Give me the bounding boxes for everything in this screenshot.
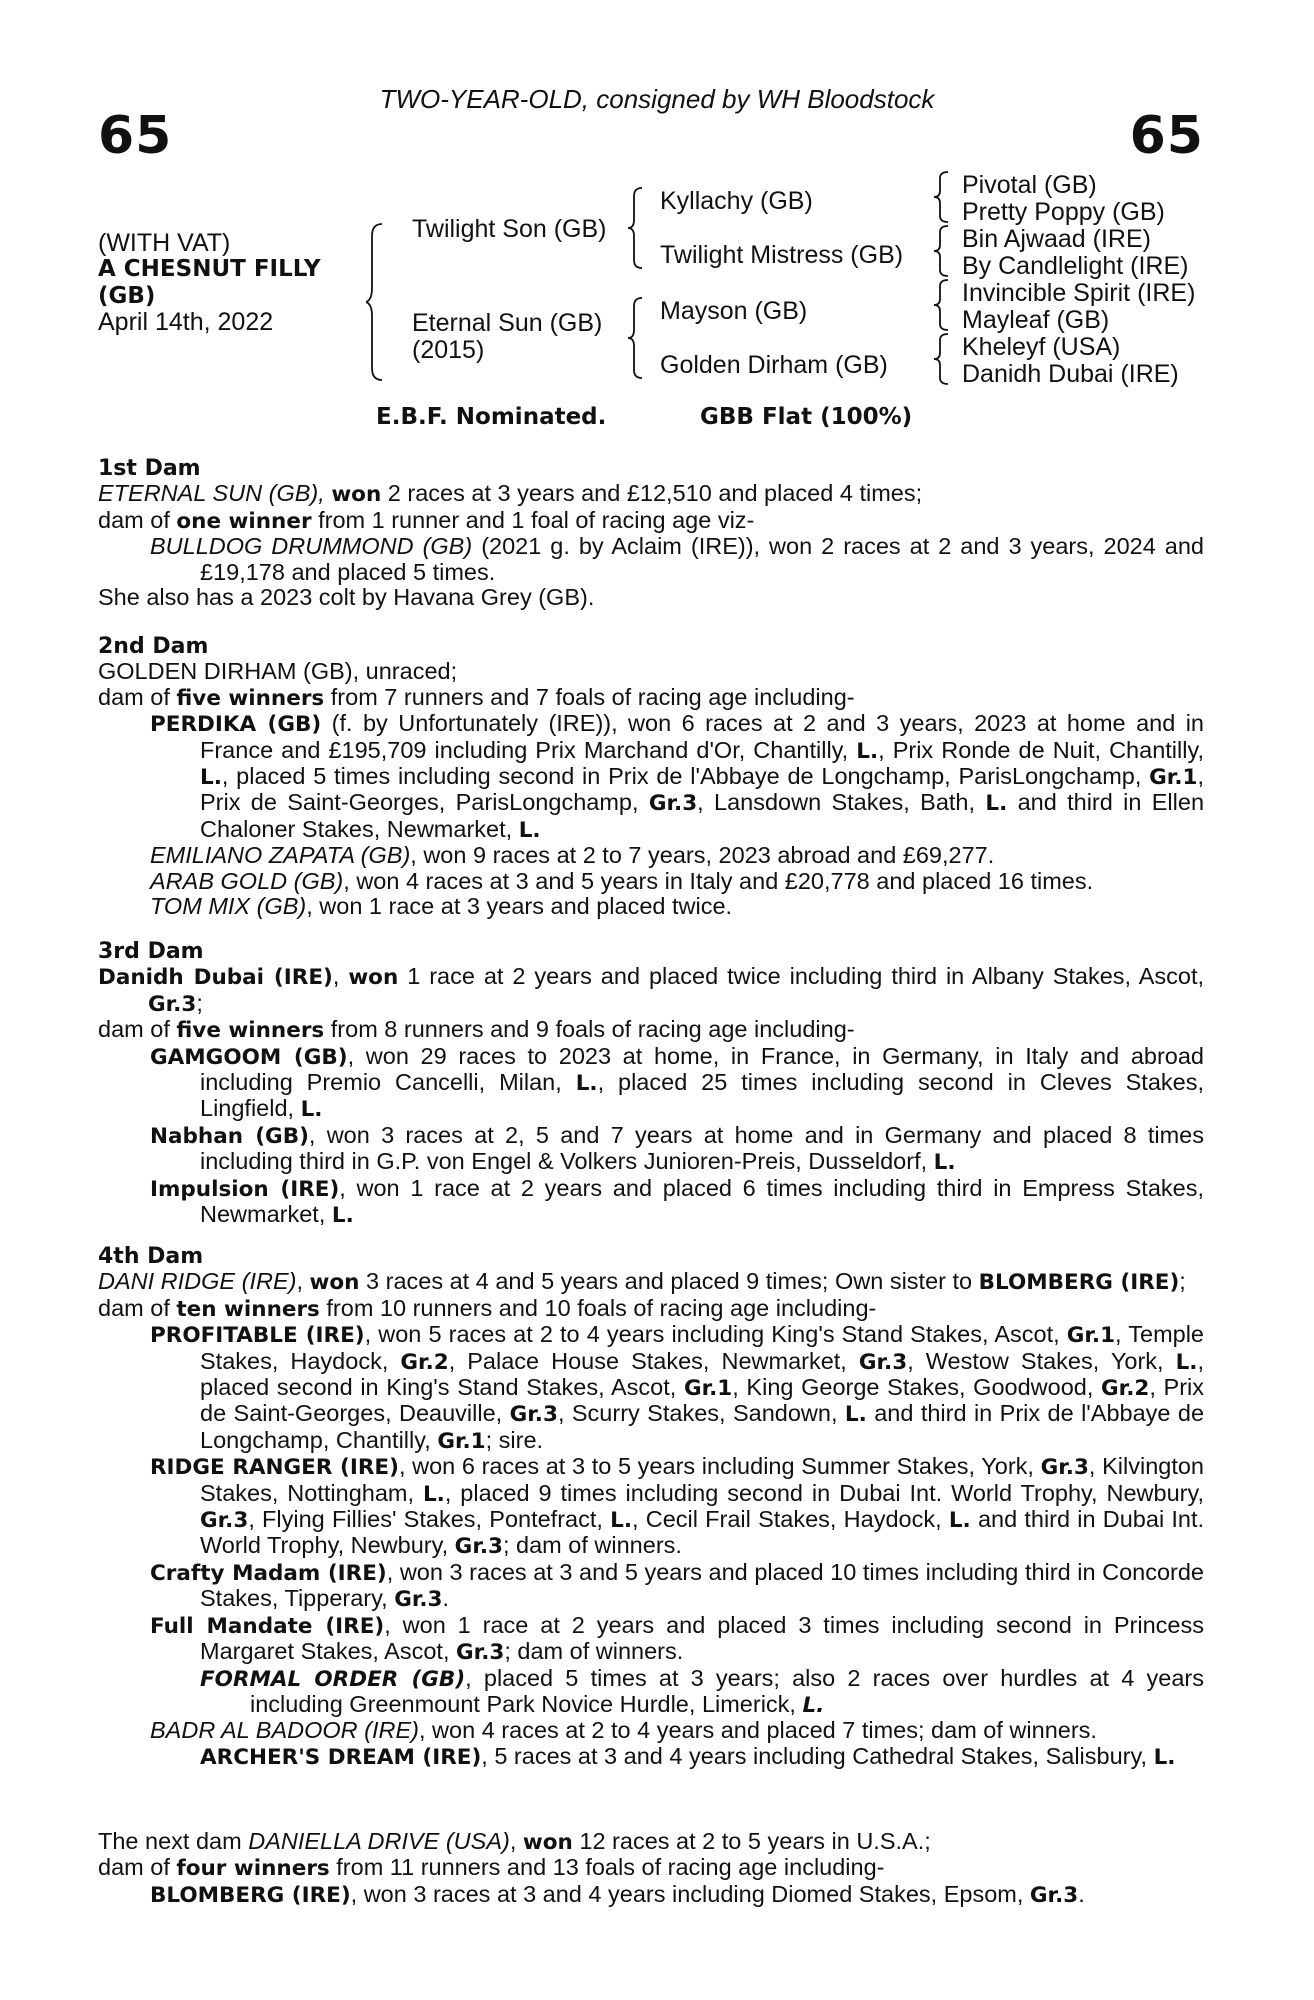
first-dam-section bbox=[98, 456, 1204, 610]
progeny-entry: TOM MIX (GB), won 1 race at 3 years and placed twice. bbox=[150, 893, 733, 920]
g3-bin-ajwaad: Bin Ajwaad (IRE) bbox=[962, 225, 1151, 253]
progeny-entry: Impulsion (IRE), won 1 race at 2 years and placed 6 times including third in Empress Stakes, Newmarket, L. bbox=[150, 1174, 1204, 1229]
third-dam-line1: Danidh Dubai (IRE), won 1 race at 2 years and placed twice including third in Albany Stakes, Ascot, Gr.3; bbox=[98, 963, 1205, 1017]
progeny-entry: Crafty Madam (IRE), won 3 races at 3 and 5 years and placed 10 times including third in Concorde Stakes, Tipperary, Gr.3. bbox=[150, 1558, 1205, 1613]
sire-dam: Twilight Mistress (GB) bbox=[660, 241, 904, 269]
vat-note: (WITH VAT) bbox=[98, 229, 231, 257]
dam-sire: Mayson (GB) bbox=[660, 297, 808, 325]
first-dam-title: 1st Dam bbox=[98, 456, 201, 481]
fourth-dam-title: 4th Dam bbox=[98, 1244, 204, 1269]
pedigree-brace-5 bbox=[934, 224, 952, 278]
next-dam-section bbox=[98, 1829, 1204, 1908]
second-dam-line2: dam of five winners from 7 runners and 7 foals of racing age including- bbox=[98, 683, 855, 711]
progeny-entry: GAMGOOM (GB), won 29 races to 2023 at home, in France, in Germany, in Italy and abroad including Premio Cancelli, Milan, L., placed 25 times including second in Cleves Stakes, Lingfield, L. bbox=[150, 1042, 1205, 1123]
pedigree-brace-1 bbox=[366, 222, 388, 382]
first-dam-line2: dam of one winner from 1 runner and 1 foal of racing age viz- bbox=[98, 506, 755, 534]
g3-by-candlelight: By Candlelight (IRE) bbox=[962, 252, 1189, 280]
third-dam-line2: dam of five winners from 8 runners and 9 foals of racing age including- bbox=[98, 1016, 855, 1044]
sire-sire: Kyllachy (GB) bbox=[660, 187, 813, 215]
g3-danidh-dubai: Danidh Dubai (IRE) bbox=[962, 360, 1179, 388]
pedigree-brace-6 bbox=[934, 278, 952, 332]
next-dam-line1: The next dam DANIELLA DRIVE (USA), won 12 races at 2 to 5 years in U.S.A.; bbox=[98, 1828, 931, 1855]
gbb-flat: GBB Flat (100%) bbox=[700, 404, 913, 430]
g3-kheleyf: Kheleyf (USA) bbox=[962, 333, 1121, 361]
fourth-dam-line1: DANI RIDGE (IRE), won 3 races at 4 and 5 years and placed 9 times; Own sister to BLOMBERG (IRE); bbox=[98, 1268, 1186, 1296]
progeny-entry: FORMAL ORDER (GB), placed 5 times at 3 years; also 2 races over hurdles at 4 years including Greenmount Park Novice Hurdle, Limerick, L. bbox=[200, 1664, 1204, 1718]
lot-number-left: 65 bbox=[98, 106, 173, 166]
foaling-date: April 14th, 2022 bbox=[98, 308, 274, 336]
sire-name: Twilight Son (GB) bbox=[412, 215, 607, 243]
g3-invincible-spirit: Invincible Spirit (IRE) bbox=[962, 279, 1196, 307]
progeny-entry: ARAB GOLD (GB), won 4 races at 3 and 5 years in Italy and £20,778 and placed 16 times. bbox=[150, 867, 1094, 894]
subject-name: A CHESNUT FILLY bbox=[98, 256, 321, 282]
pedigree-brace-3 bbox=[628, 296, 646, 380]
next-dam-line2: dam of four winners from 11 runners and 13 foals of racing age including- bbox=[98, 1854, 885, 1882]
progeny-entry: Nabhan (GB), won 3 races at 2, 5 and 7 years at home and in Germany and placed 8 times including third in G.P. von Engel & Volkers Junioren-Preis, Dusseldorf, L. bbox=[150, 1121, 1204, 1176]
progeny-entry: ARCHER'S DREAM (IRE), 5 races at 3 and 4 years including Cathedral Stakes, Salisbury, L. bbox=[200, 1742, 1176, 1770]
third-dam-section bbox=[98, 939, 1204, 1228]
second-dam-title: 2nd Dam bbox=[98, 634, 209, 659]
progeny-entry: BADR AL BADOOR (IRE), won 4 races at 2 to 4 years and placed 7 times; dam of winners. bbox=[150, 1717, 1097, 1744]
dam-year: (2015) bbox=[412, 336, 485, 364]
progeny-entry: BULLDOG DRUMMOND (GB) (2021 g. by Aclaim (IRE)), won 2 races at 2 and 3 years, 2024 and £19,178 and placed 5 times. bbox=[150, 533, 1205, 585]
first-dam-note: She also has a 2023 colt by Havana Grey (GB). bbox=[98, 584, 595, 611]
lot-number-right: 65 bbox=[1129, 106, 1204, 166]
fourth-dam-section bbox=[98, 1244, 1204, 1770]
progeny-entry: BLOMBERG (IRE), won 3 races at 3 and 4 years including Diomed Stakes, Epsom, Gr.3. bbox=[150, 1880, 1085, 1908]
third-dam-title: 3rd Dam bbox=[98, 939, 204, 964]
first-dam-line1: ETERNAL SUN (GB), won 2 races at 3 years and £12,510 and placed 4 times; bbox=[98, 480, 923, 508]
g3-pretty-poppy: Pretty Poppy (GB) bbox=[962, 198, 1165, 226]
subject-country: (GB) bbox=[98, 283, 156, 309]
second-dam-section bbox=[98, 634, 1204, 919]
progeny-entry: RIDGE RANGER (IRE), won 6 races at 3 to 5 years including Summer Stakes, York, Gr.3, Kilvington Stakes, Nottingham, L., placed 9 times including second in Dubai Int. World Trophy, Newbury, Gr.3, Flying Fillies' Stakes, Pontefract, L., Cecil Frail Stakes, Haydock, L. and third in Dubai Int. World Trophy, Newbury, Gr.3; dam of winners. bbox=[150, 1453, 1205, 1560]
pedigree-brace-2 bbox=[628, 186, 646, 270]
progeny-entry: EMILIANO ZAPATA (GB), won 9 races at 2 to 7 years, 2023 abroad and £69,277. bbox=[150, 842, 995, 869]
dam-name: Eternal Sun (GB) bbox=[412, 309, 603, 337]
g3-pivotal: Pivotal (GB) bbox=[962, 171, 1097, 199]
pedigree-brace-4 bbox=[934, 170, 952, 224]
progeny-entry: PERDIKA (GB) (f. by Unfortunately (IRE)), won 6 races at 2 and 3 years, 2023 at home and in France and £195,709 including Prix Marchand d'Or, Chantilly, L., Prix Ronde de Nuit, Chantilly, L., placed 5 times including second in Prix de l'Abbaye de Longchamp, ParisLongchamp, Gr.1, Prix de Saint-Georges, ParisLongchamp, Gr.3, Lansdown Stakes, Bath, L. and third in Ellen Chaloner Stakes, Newmarket, L. bbox=[150, 710, 1205, 843]
pedigree-brace-7 bbox=[934, 332, 952, 386]
second-dam-line1: GOLDEN DIRHAM (GB), unraced; bbox=[98, 658, 458, 685]
dam-dam: Golden Dirham (GB) bbox=[660, 351, 888, 379]
fourth-dam-line2: dam of ten winners from 10 runners and 10 foals of racing age including- bbox=[98, 1294, 877, 1322]
progeny-entry: Full Mandate (IRE), won 1 race at 2 years and placed 3 times including second in Princess Margaret Stakes, Ascot, Gr.3; dam of winners. bbox=[150, 1611, 1204, 1666]
ebf-nomination: E.B.F. Nominated. bbox=[376, 404, 607, 430]
g3-mayleaf: Mayleaf (GB) bbox=[962, 306, 1110, 334]
progeny-entry: PROFITABLE (IRE), won 5 races at 2 to 4 years including King's Stand Stakes, Ascot, Gr.1, Temple Stakes, Haydock, Gr.2, Palace House Stakes, Newmarket, Gr.3, Westow Stakes, York, L., placed second in King's Stand Stakes, Ascot, Gr.1, King George Stakes, Goodwood, Gr.2, Prix de Saint-Georges, Deauville, Gr.3, Scurry Stakes, Sandown, L. and third in Prix de l'Abbaye de Longchamp, Chantilly, Gr.1; sire. bbox=[150, 1321, 1205, 1454]
consignment-header: TWO-YEAR-OLD, consigned by WH Bloodstock bbox=[379, 84, 935, 114]
